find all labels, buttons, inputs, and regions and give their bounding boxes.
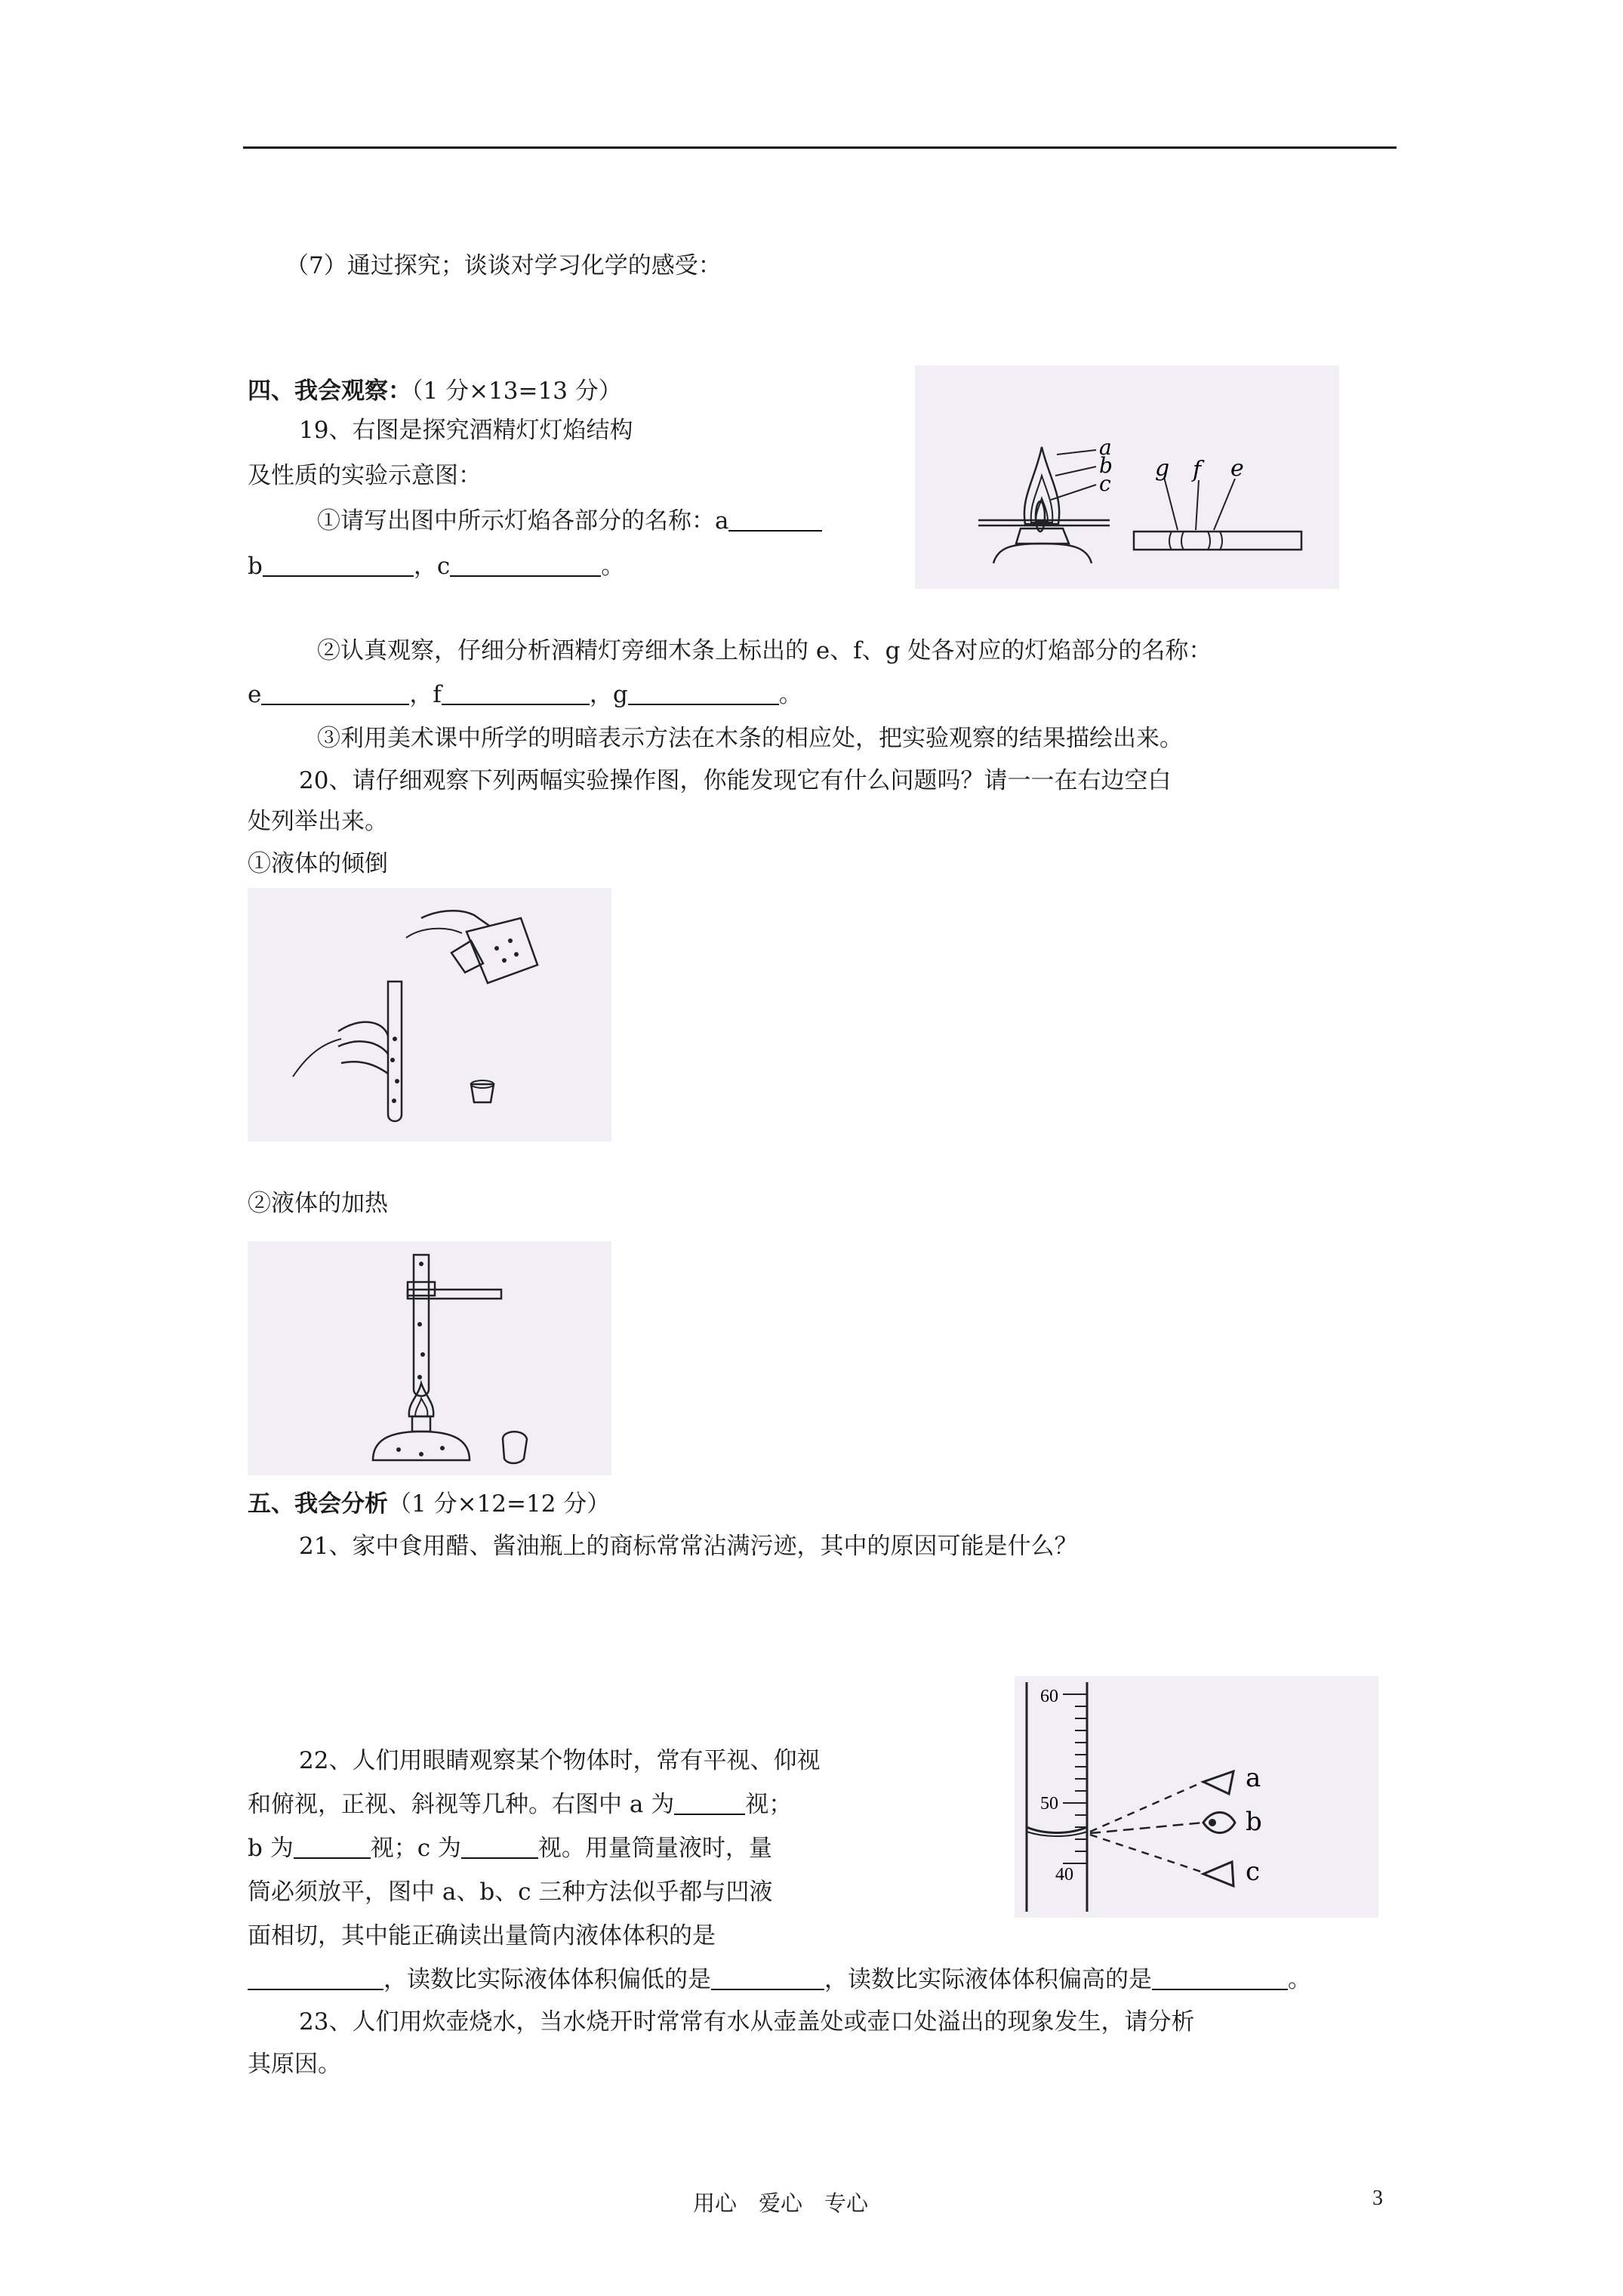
section-4-heading [248,374,622,408]
q20-item1: ①液体的倾倒 [248,850,388,877]
section-5-score: （1 分×12=12 分） [388,1490,611,1518]
q19-part2-cont [248,678,802,711]
q18-part7: （7）通过探究；谈谈对学习化学的感受： [285,252,722,279]
answer-blank-b[interactable] [263,553,414,577]
tick-label-50: 50 [1040,1794,1058,1814]
q22-line6-high: ，读数比实际液体体积偏高的是 [824,1966,1152,1993]
fig-label-b: b [1099,453,1113,478]
section-4-score: （1 分×13=13 分） [411,378,622,405]
q19-part1-cont [248,550,624,583]
q22-line2-end: 视； [745,1791,793,1818]
answer-blank-view-c[interactable] [461,1835,538,1859]
page-number: 3 [1372,2187,1383,2210]
label-e: e [248,681,262,708]
q19-part3: ③利用美术课中所学的明暗表示方法在木条的相应处，把实验观察的结果描绘出来。 [317,725,1183,752]
end-mark: 。 [601,553,625,580]
q20-line1: 20、请仔细观察下列两幅实验操作图，你能发现它有什么问题吗？请一一在右边空白 [299,767,1172,794]
q22-line6 [248,1963,1311,1996]
section-5-heading [248,1487,610,1521]
answer-blank-e[interactable] [261,681,409,705]
figure-pouring-liquid [248,888,611,1142]
figure-heating-liquid [248,1241,611,1475]
q22-line3-b: b 为 [248,1835,294,1862]
answer-blank-high[interactable] [1152,1966,1288,1990]
q19-line2: 及性质的实验示意图： [248,462,482,489]
q22-line4: 筒必须放平，图中 a、b、c 三种方法似乎都与凹液 [248,1878,773,1906]
q23-line1: 23、人们用炊壶烧水，当水烧开时常常有水从壶盖处或壶口处溢出的现象发生，请分析 [299,2008,1195,2036]
q22-line5: 面相切，其中能正确读出量筒内液体体积的是 [248,1922,716,1949]
label-g: ，g [589,681,628,708]
answer-blank-a[interactable] [728,507,822,532]
header-rule [243,146,1397,149]
answer-blank-view-a[interactable] [674,1791,745,1815]
answer-blank-correct[interactable] [248,1966,383,1990]
fig-label-e: e [1230,455,1244,482]
q19-part2: ②认真观察，仔细分析酒精灯旁细木条上标出的 e、f、g 处各对应的灯焰部分的名称： [317,637,1212,664]
answer-blank-c[interactable] [450,553,601,577]
label-f: ，f [409,681,442,708]
q22-line6-end: 。 [1288,1966,1311,1993]
fig-eye-label-b: b [1246,1807,1262,1837]
q20-item2: ②液体的加热 [248,1190,388,1217]
section-4-title: 四、我会观察： [248,378,411,405]
fig-label-f: f [1193,457,1202,483]
page-footer: 用心 爱心 专心 [693,2190,869,2216]
q22-line1: 22、人们用眼睛观察某个物体时，常有平视、仰视 [299,1747,821,1774]
q19-part1 [317,504,822,538]
label-c: ，c [413,553,451,580]
flame-diagram [915,365,1339,589]
tick-label-60: 60 [1040,1687,1058,1706]
fig-label-a: a [1099,435,1112,460]
label-b: b [248,553,263,580]
tick-label-40: 40 [1055,1865,1073,1885]
cylinder-diagram [1015,1676,1378,1918]
pouring-diagram [248,888,611,1142]
answer-blank-f[interactable] [442,681,590,705]
q22-line3-c: 视；c 为 [370,1835,461,1862]
q22-line2-text: 和俯视，正视、斜视等几种。右图中 a 为 [248,1791,675,1818]
figure-graduated-cylinder [1015,1676,1378,1918]
q22-line3 [248,1832,772,1865]
q22-line3-end: 视。用量筒量液时，量 [537,1835,772,1862]
answer-blank-low[interactable] [711,1966,824,1990]
end-mark: 。 [778,681,802,708]
fig-label-c: c [1099,471,1111,496]
figure-alcohol-lamp-flame [915,365,1339,589]
fig-label-g: g [1155,455,1170,482]
fig-eye-label-c: c [1246,1857,1261,1887]
q23-line2: 其原因。 [248,2051,341,2078]
q22-line6-low: ，读数比实际液体体积偏低的是 [383,1966,711,1993]
answer-blank-view-b[interactable] [294,1835,371,1859]
fig-eye-label-a: a [1246,1763,1261,1793]
answer-blank-g[interactable] [628,681,779,705]
q21-text: 21、家中食用醋、酱油瓶上的商标常常沾满污迹，其中的原因可能是什么？ [299,1533,1078,1560]
q20-line2: 处列举出来。 [248,808,388,835]
q19-line1: 19、右图是探究酒精灯灯焰结构 [299,417,633,444]
q22-line2 [248,1788,792,1821]
heating-diagram [248,1241,611,1475]
q19-part1-text: ①请写出图中所示灯焰各部分的名称：a [317,507,729,535]
section-5-title: 五、我会分析 [248,1490,388,1518]
